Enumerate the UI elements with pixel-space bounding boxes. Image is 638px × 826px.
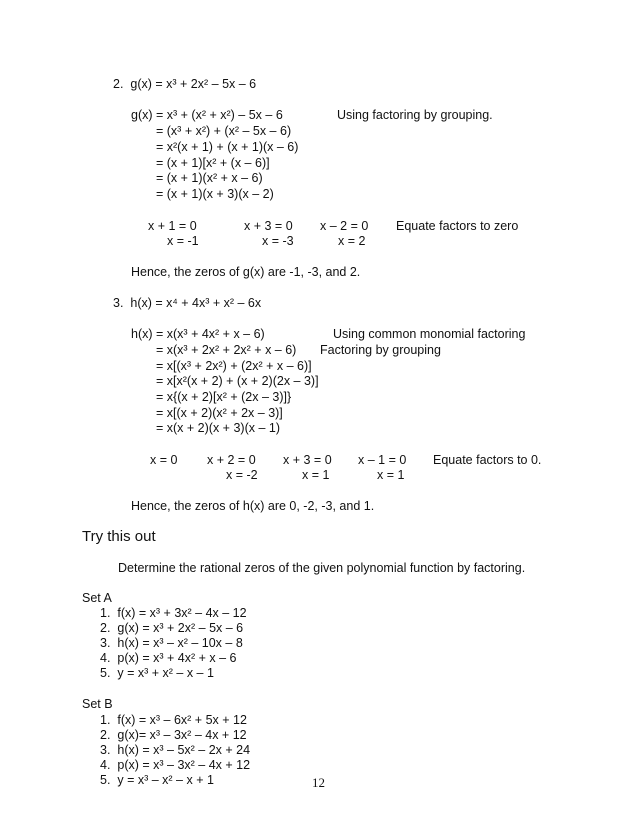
problem-3-eq-4: x – 1 = 0	[358, 453, 407, 467]
set-a-item-5: 5. y = x³ + x² – x – 1	[100, 666, 214, 680]
set-a-label: Set A	[82, 591, 112, 605]
problem-3-step-2: = x(x³ + 2x² + 2x² + x – 6)	[156, 343, 297, 357]
problem-3-sol-1: x = -2	[226, 468, 258, 482]
problem-2-step-5: = (x + 1)(x² + x – 6)	[156, 171, 263, 185]
problem-3-sol-2: x = 1	[302, 468, 330, 482]
set-b-item-1: 1. f(x) = x³ – 6x² + 5x + 12	[100, 713, 247, 727]
problem-3-eq-2: x + 2 = 0	[207, 453, 256, 467]
set-b-label: Set B	[82, 697, 113, 711]
problem-3-eq-1: x = 0	[150, 453, 178, 467]
set-b-item-5: 5. y = x³ – x² – x + 1	[100, 773, 214, 787]
set-b-item-2: 2. g(x)= x³ – 3x² – 4x + 12	[100, 728, 247, 742]
problem-3-eq-3: x + 3 = 0	[283, 453, 332, 467]
set-a-item-3: 3. h(x) = x³ – x² – 10x – 8	[100, 636, 243, 650]
problem-3-step-5: = x{(x + 2)[x² + (2x – 3)]}	[156, 390, 292, 404]
try-this-instruction: Determine the rational zeros of the given polynomial function by factoring.	[118, 561, 526, 575]
problem-3-note-2: Factoring by grouping	[320, 343, 441, 357]
problem-2-sol-2: x = -3	[262, 234, 294, 248]
problem-3-step-6: = x[(x + 2)(x² + 2x – 3)]	[156, 406, 283, 420]
problem-3-conclusion: Hence, the zeros of h(x) are 0, -2, -3, and 1.	[131, 499, 375, 513]
problem-3-eq-note: Equate factors to 0.	[433, 453, 542, 467]
problem-2-header: 2. g(x) = x³ + 2x² – 5x – 6	[113, 77, 257, 91]
problem-2-method: Using factoring by grouping.	[337, 108, 493, 122]
problem-2-step-3: = x²(x + 1) + (x + 1)(x – 6)	[156, 140, 299, 154]
set-b-item-4: 4. p(x) = x³ – 3x² – 4x + 12	[100, 758, 251, 772]
page-number: 12	[312, 775, 325, 790]
problem-2-sol-1: x = -1	[167, 234, 199, 248]
problem-3-sol-3: x = 1	[377, 468, 405, 482]
problem-3-step-4: = x[x²(x + 2) + (x + 2)(2x – 3)]	[156, 374, 319, 388]
problem-2-conclusion: Hence, the zeros of g(x) are -1, -3, and 2.	[131, 265, 361, 279]
problem-2-step-1: g(x) = x³ + (x² + x²) – 5x – 6	[131, 108, 283, 122]
problem-3-step-7: = x(x + 2)(x + 3)(x – 1)	[156, 421, 280, 435]
problem-3-note-1: Using common monomial factoring	[333, 327, 526, 341]
problem-2-step-4: = (x + 1)[x² + (x – 6)]	[156, 156, 270, 170]
problem-3-step-1: h(x) = x(x³ + 4x² + x – 6)	[131, 327, 265, 341]
set-a-item-2: 2. g(x) = x³ + 2x² – 5x – 6	[100, 621, 244, 635]
set-a-item-4: 4. p(x) = x³ + 4x² + x – 6	[100, 651, 237, 665]
problem-2-eq-2: x + 3 = 0	[244, 219, 293, 233]
problem-2-eq-3: x – 2 = 0	[320, 219, 369, 233]
problem-3-header: 3. h(x) = x⁴ + 4x³ + x² – 6x	[113, 296, 262, 310]
problem-2-eq-note: Equate factors to zero	[396, 219, 519, 233]
problem-2-sol-3: x = 2	[338, 234, 366, 248]
try-this-out-heading: Try this out	[82, 528, 156, 545]
set-b-item-3: 3. h(x) = x³ – 5x² – 2x + 24	[100, 743, 251, 757]
set-a-item-1: 1. f(x) = x³ + 3x² – 4x – 12	[100, 606, 247, 620]
problem-2-step-2: = (x³ + x²) + (x² – 5x – 6)	[156, 124, 292, 138]
problem-2-eq-1: x + 1 = 0	[148, 219, 197, 233]
problem-3-step-3: = x[(x³ + 2x²) + (2x² + x – 6)]	[156, 359, 312, 373]
problem-2-step-6: = (x + 1)(x + 3)(x – 2)	[156, 187, 274, 201]
